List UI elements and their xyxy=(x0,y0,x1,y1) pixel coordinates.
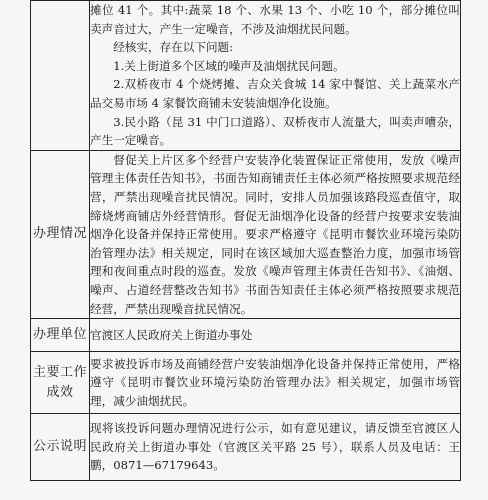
paragraph: 现将该投诉问题办理情况进行公示，如有意见建议，请反馈至官渡区人民政府关上街道办事处（官渡区关平路 25 号），联系人员及电话：王鹏，0871—67179643。 xyxy=(90,421,460,473)
paragraph: 摊位 41 个。其中:蔬菜 18 个、水果 13 个、小吃 10 个，部分摊位叫卖声音过大，产生一定噪音，不涉及油烟扰民问题。 xyxy=(90,3,460,36)
paragraph: 3.民小路（昆 31 中门口道路）、双桥夜市人流量大，叫卖声嘈杂，产生一定噪音。 xyxy=(90,114,460,148)
row-label-handling: 办理情况 xyxy=(31,150,90,318)
paragraph: 1.关上街道多个区域的噪声及油烟扰民问题。 xyxy=(113,58,345,73)
paragraph: 2.双桥夜市 4 个烧烤摊、吉众关食城 14 家中餐馆、关上蔬菜水产品交易市场 4 家餐饮商铺未安装油烟净化设施。 xyxy=(90,77,460,110)
empty-label-cell xyxy=(31,1,90,151)
label-line: 主要工作 xyxy=(32,364,87,380)
paragraph: 经核实，存在以下问题: xyxy=(113,40,234,55)
paragraph: 要求被投诉市场及商铺经营户安装油烟净化设备并保持正常使用，严格遵守《昆明市餐饮业环境污染防治管理办法》相关规定，加强市场管理，减少油烟扰民。 xyxy=(90,356,460,408)
notice-cell xyxy=(90,414,461,481)
table-row xyxy=(31,319,461,352)
table-row xyxy=(31,414,461,481)
table-row xyxy=(31,352,461,414)
unit-cell: 官渡区人民政府关上街道办事处 xyxy=(90,319,461,352)
row-label-unit: 办理单位 xyxy=(31,319,90,352)
table-row xyxy=(31,1,461,151)
row-label-notice: 公示说明 xyxy=(31,414,90,481)
table-row xyxy=(31,150,461,318)
row-label-results xyxy=(31,352,90,414)
label-line: 成效 xyxy=(46,384,74,400)
handling-cell xyxy=(90,150,461,318)
paragraph: 督促关上片区多个经营户安装净化装置保证正常使用，发放《噪声管理主体责任告知书》，书面告知商铺责任主体必须严格按照要求规范经营，严禁出现噪音扰民情况。同时，安排人员加强该路段巡查值守，取缔烧烤商铺店外经营情形。督促无油烟净化设备的经营户按要求安装油烟净化设备并保持正常使用。要求严格遵守《昆明市餐饮业环境污染防治管理办法》相关规定，同时在该区域加大巡查整治力度，加强市场管理和夜间重点时段的巡查。发放《噪声管理主体责任告知书》、《油烟、噪声、占道经营整改告知书》书面告知责任主体必须严格按照要求规范经营，严禁出现噪音扰民情况。 xyxy=(90,152,460,316)
investigation-details-cell xyxy=(90,1,461,151)
case-table xyxy=(30,0,461,481)
results-cell xyxy=(90,352,461,414)
